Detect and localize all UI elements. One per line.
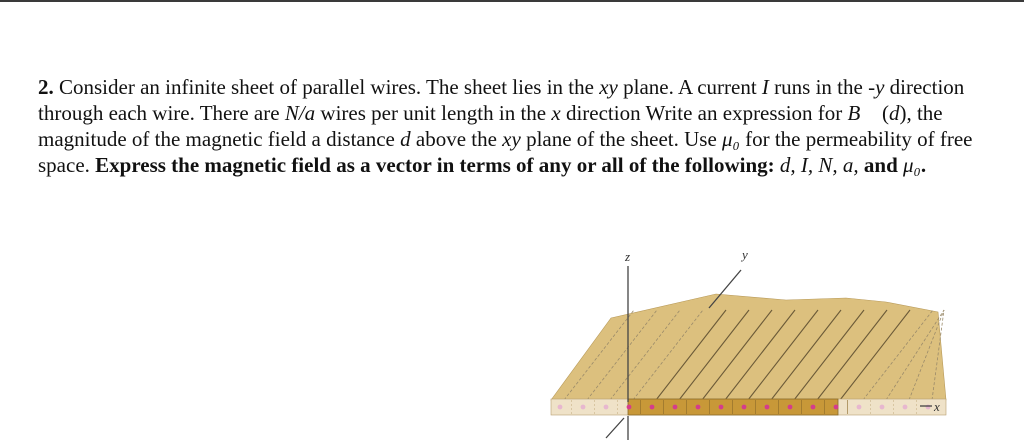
- instruction-text: .: [920, 153, 927, 177]
- var-d: d: [888, 101, 900, 125]
- problem-text: ), the magnitude of the magnetic field a distance: [38, 101, 943, 151]
- current-dot: [696, 405, 701, 410]
- var-y: y: [875, 75, 885, 99]
- problem-text: Consider an infinite sheet of parallel wires. The sheet lies in the: [53, 75, 600, 99]
- current-dot: [857, 405, 862, 410]
- z-axis-label: z: [625, 249, 631, 264]
- current-dot: [765, 405, 770, 410]
- y-axis-lower: [606, 418, 624, 438]
- problem-text: above the: [410, 127, 503, 151]
- strip-solid: [628, 399, 838, 415]
- current-dot: [834, 405, 839, 410]
- var-xy: xy: [502, 127, 521, 151]
- var-mu0: μ₀: [903, 153, 921, 177]
- problem-text: plane. A current: [617, 75, 762, 99]
- var-current: I: [761, 75, 769, 99]
- current-dot: [673, 405, 678, 410]
- current-dot: [926, 405, 931, 410]
- problem-text: runs in the -: [768, 75, 876, 99]
- var-x: x: [551, 101, 561, 125]
- x-axis-label: x: [934, 399, 940, 414]
- var-d: d: [400, 127, 411, 151]
- problem-text: direction Write an expression for: [560, 101, 848, 125]
- problem-text: direction through each wire. There are: [38, 75, 965, 125]
- current-dot: [742, 405, 747, 410]
- problem-text: plane of the sheet. Use: [520, 127, 723, 151]
- var-xy: xy: [599, 75, 618, 99]
- var-b-vector: B⃗: [847, 101, 877, 125]
- problem-text: for the permeability of free space.: [38, 127, 973, 177]
- wire-sheet-diagram: [546, 240, 966, 446]
- current-dot: [788, 405, 793, 410]
- current-dot: [719, 405, 724, 410]
- current-dot: [903, 405, 908, 410]
- instruction-text: and: [858, 153, 904, 177]
- problem-text: wires per unit length in the: [315, 101, 552, 125]
- y-axis-label: y: [742, 247, 748, 262]
- problem-statement: [38, 74, 978, 178]
- current-dot: [650, 405, 655, 410]
- current-dot: [558, 405, 563, 410]
- current-dot: [811, 405, 816, 410]
- problem-number: 2.: [38, 75, 54, 99]
- current-dot: [604, 405, 609, 410]
- instruction-text: Express the magnetic field as a vector in terms of any or all of the following:: [95, 153, 780, 177]
- var-mu0: μ₀: [722, 127, 740, 151]
- current-dot: [627, 405, 632, 410]
- wire-sheet-figure: [546, 240, 966, 446]
- var-n-over-a: N/a: [284, 101, 316, 125]
- current-dot: [581, 405, 586, 410]
- current-dot: [880, 405, 885, 410]
- problem-text: (: [876, 101, 889, 125]
- cross-section-strip: [551, 399, 946, 415]
- instruction-vars: d, I, N, a,: [779, 153, 859, 177]
- top-divider: [0, 0, 1024, 2]
